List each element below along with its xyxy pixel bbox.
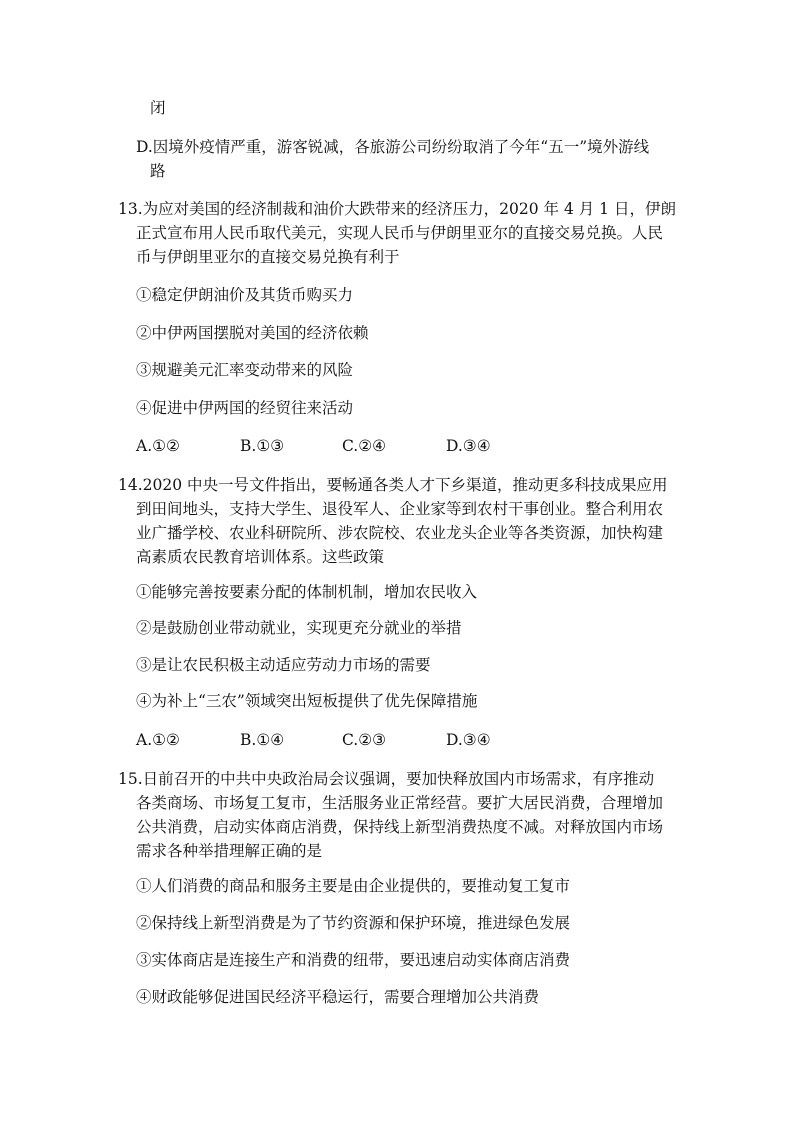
question-14-stem-line-4: 高素质农民教育培训体系。这些政策 bbox=[136, 548, 385, 566]
question-13-item-3: ③规避美元汇率变动带来的风险 bbox=[136, 361, 354, 379]
question-13-choice-b[interactable]: B.①③ bbox=[240, 437, 285, 455]
question-14-stem-line-2: 到田间地头，支持大学生、退役军人、企业家等到农村干事创业。整合利用农 bbox=[136, 500, 664, 518]
question-15-item-1: ①人们消费的商品和服务主要是由企业提供的，要推动复工复市 bbox=[136, 877, 571, 895]
question-13-item-2: ②中伊两国摆脱对美国的经济依赖 bbox=[136, 324, 369, 342]
question-15-stem-line-1: 15.日前召开的中共中央政治局会议强调，要加快释放国内市场需求，有序推动 bbox=[118, 770, 655, 788]
prev-option-d-line-1: D.因境外疫情严重，游客锐减，各旅游公司纷纷取消了今年“五一”境外游线 bbox=[136, 138, 650, 156]
question-13-stem-line-3: 币与伊朗里亚尔的直接交易兑换有利于 bbox=[136, 248, 400, 266]
question-13-stem-line-2: 正式宣布用人民币取代美元，实现人民币与伊朗里亚尔的直接交易兑换。人民 bbox=[136, 224, 664, 242]
question-14-item-1: ①能够完善按要素分配的体制机制，增加农民收入 bbox=[136, 583, 478, 601]
question-14-choice-d[interactable]: D.③④ bbox=[446, 731, 491, 749]
question-14-item-4: ④为补上“三农”领域突出短板提供了优先保障措施 bbox=[136, 692, 478, 710]
question-15-item-2: ②保持线上新型消费是为了节约资源和保护环境，推进绿色发展 bbox=[136, 914, 571, 932]
question-13-item-1: ①稳定伊朗油价及其货币购买力 bbox=[136, 286, 354, 304]
question-13-choice-c[interactable]: C.②④ bbox=[342, 437, 387, 455]
question-13-choice-a[interactable]: A.①② bbox=[136, 437, 180, 455]
question-15-item-3: ③实体商店是连接生产和消费的纽带，要迅速启动实体商店消费 bbox=[136, 951, 571, 969]
question-15-stem-line-3: 公共消费，启动实体商店消费，保持线上新型消费热度不减。对释放国内市场 bbox=[136, 818, 664, 836]
question-14-stem-line-1: 14.2020 中央一号文件指出，要畅通各类人才下乡渠道，推动更多科技成果应用 bbox=[118, 476, 668, 494]
question-13-item-4: ④促进中伊两国的经贸往来活动 bbox=[136, 399, 354, 417]
question-14-stem-line-3: 业广播学校、农业科研院所、涉农院校、农业龙头企业等各类资源，加快构建 bbox=[136, 524, 664, 542]
prev-option-d-line-2: 路 bbox=[150, 162, 166, 180]
question-13-stem-line-1: 13.为应对美国的经济制裁和油价大跌带来的经济压力，2020 年 4 月 1 日，伊朗 bbox=[118, 200, 676, 218]
question-14-item-3: ③是让农民积极主动适应劳动力市场的需要 bbox=[136, 656, 431, 674]
question-15-stem-line-4: 需求各种举措理解正确的是 bbox=[136, 842, 323, 860]
question-14-choice-a[interactable]: A.①② bbox=[136, 731, 180, 749]
question-15-item-4: ④财政能够促进国民经济平稳运行，需要合理增加公共消费 bbox=[136, 988, 540, 1006]
question-14-choice-c[interactable]: C.②③ bbox=[342, 731, 387, 749]
question-14-item-2: ②是鼓励创业带动就业，实现更充分就业的举措 bbox=[136, 619, 462, 637]
question-15-stem-line-2: 各类商场、市场复工复市，生活服务业正常经营。要扩大居民消费，合理增加 bbox=[136, 794, 664, 812]
prev-option-c-tail: 闭 bbox=[150, 99, 166, 117]
question-13-choice-d[interactable]: D.③④ bbox=[446, 437, 491, 455]
question-14-choice-b[interactable]: B.①④ bbox=[240, 731, 285, 749]
